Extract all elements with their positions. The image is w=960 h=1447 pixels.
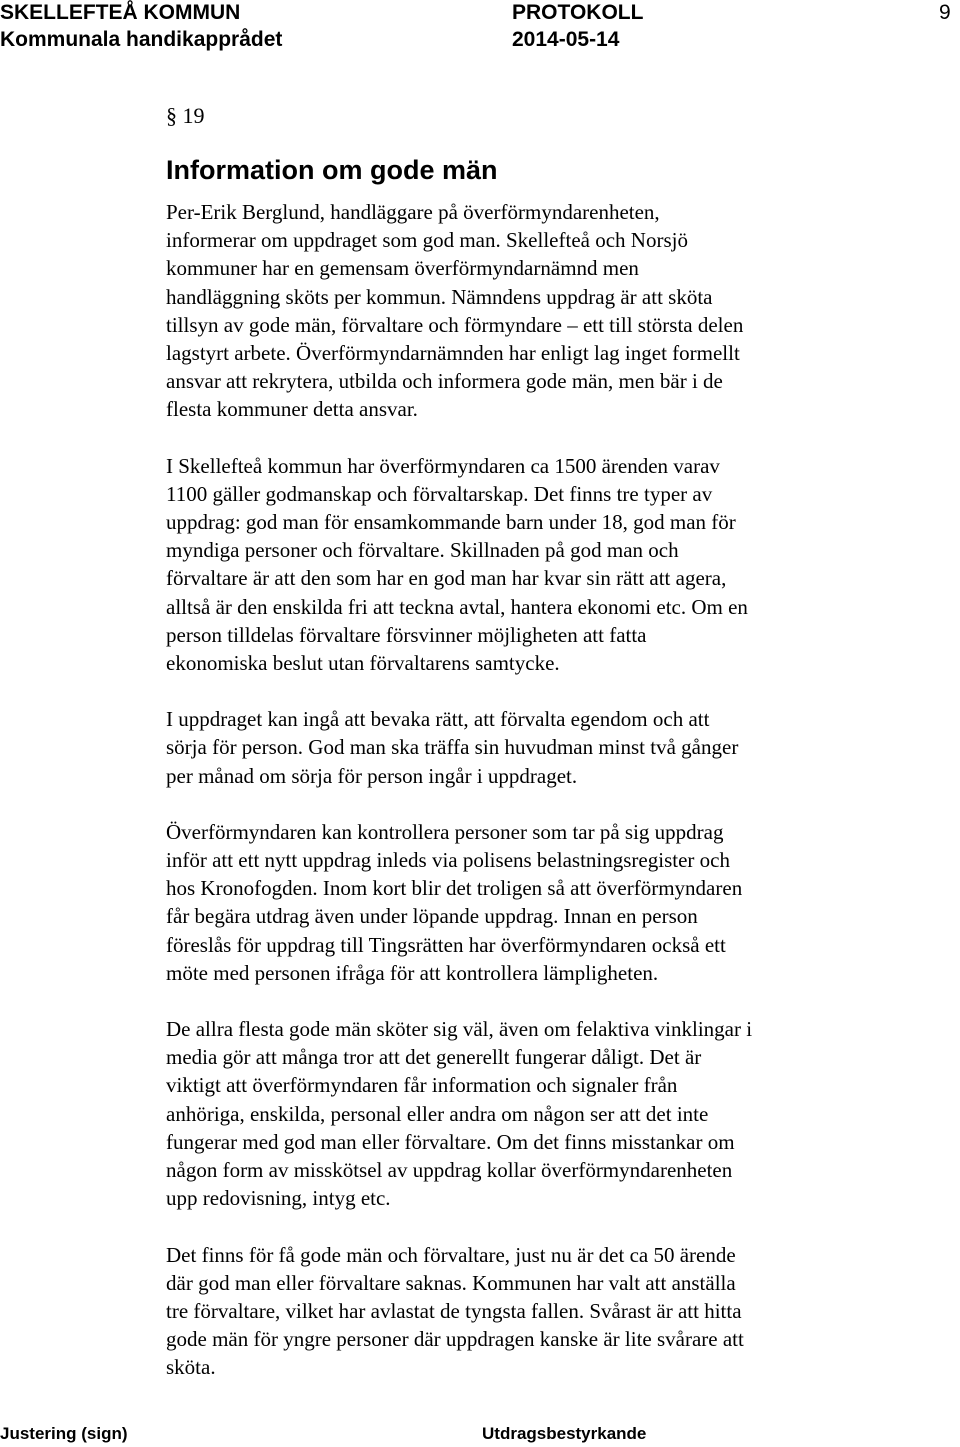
paragraph-line: ansvar att rekrytera, utbilda och informera gode män, men bär i de [166,369,723,394]
paragraph-line: någon form av misskötsel av uppdrag kollar överförmyndarenheten [166,1158,733,1183]
paragraph [166,1241,856,1382]
paragraph-line: Det finns för få gode män och förvaltare, just nu är det ca 50 ärende [166,1242,736,1267]
paragraph-line: ekonomiska beslut utan förvaltarens samtycke. [166,651,560,676]
paragraph-line: myndiga personer och förvaltare. Skillnaden på god man och [166,538,679,563]
paragraph-line: fungerar med god man eller förvaltare. Om det finns misstankar om [166,1129,735,1154]
header-document-type: PROTOKOLL [512,1,644,24]
paragraph-line: uppdrag: god man för ensamkommande barn under 18, god man för [166,510,736,535]
paragraph-line: anhöriga, enskilda, personal eller andra om någon ser att det inte [166,1101,709,1126]
paragraph-line: sköta. [166,1355,216,1380]
paragraph-line: där god man eller förvaltare saknas. Kommunen har valt att anställa [166,1270,736,1295]
paragraph-line: tre förvaltare, vilket har avlastat de tyngsta fallen. Svårast är att hitta [166,1298,742,1323]
paragraph-line: person tilldelas förvaltare försvinner möjligheten att fatta [166,622,647,647]
paragraph-line: De allra flesta gode män sköter sig väl, även om felaktiva vinklingar i [166,1017,753,1042]
paragraph-line: I uppdraget kan ingå att bevaka rätt, att förvalta egendom och att [166,707,710,732]
paragraph-line: 1100 gäller godmanskap och förvaltarskap. Det finns tre typer av [166,481,713,506]
paragraph-line: hos Kronofogden. Inom kort blir det troligen så att överförmyndaren [166,876,743,901]
header-date: 2014-05-14 [512,28,620,51]
footer-certification-label: Utdragsbestyrkande [482,1424,647,1443]
paragraph-line: inför att ett nytt uppdrag inleds via polisens belastningsregister och [166,848,730,873]
paragraph-line: handläggning sköts per kommun. Nämndens uppdrag är att sköta [166,284,713,309]
paragraph-line: möte med personen ifråga för att kontrollera lämpligheten. [166,960,659,985]
section-number: § 19 [166,103,205,128]
paragraph [166,1015,856,1212]
paragraph-line: lagstyrt arbete. Överförmyndarnämnden har enligt lag inget formellt [166,341,740,366]
paragraph [166,818,856,987]
paragraph [166,452,856,678]
paragraph-line: gode män för yngre personer där uppdragen kanske är lite svårare att [166,1327,744,1352]
paragraph [166,705,856,790]
page-number: 9 [939,1,951,24]
paragraph-line: får begära utdrag även under löpande uppdrag. Innan en person [166,904,698,929]
paragraph-line: kommuner har en gemensam överförmyndarnämnd men [166,256,639,281]
paragraph-line: I Skellefteå kommun har överförmyndaren ca 1500 ärenden varav [166,453,720,478]
paragraph-line: per månad om sörja för person ingår i uppdraget. [166,763,578,788]
paragraph-line: Överförmyndaren kan kontrollera personer som tar på sig uppdrag [166,819,724,844]
paragraph-line: föreslås för uppdrag till Tingsrätten har överförmyndaren också ett [166,932,726,957]
header-committee: Kommunala handikapprådet [0,28,283,51]
document-body [166,198,856,1382]
paragraph-line: förvaltare är att den som har en god man har kvar sin rätt att agera, [166,566,727,591]
paragraph-line: upp redovisning, intyg etc. [166,1186,391,1211]
paragraph-line: alltså är den enskilda fri att teckna avtal, hantera ekonomi etc. Om en [166,594,748,619]
paragraph-line: informerar om uppdraget som god man. Skellefteå och Norsjö [166,228,688,253]
footer-signature-label: Justering (sign) [0,1424,128,1443]
paragraph-line: flesta kommuner detta ansvar. [166,397,418,422]
paragraph-line: tillsyn av gode män, förvaltare och förmyndare – ett till största delen [166,312,744,337]
paragraph-line: media gör att många tror att det generellt fungerar dåligt. Det är [166,1045,702,1070]
paragraph-line: viktigt att överförmyndaren får information och signaler från [166,1073,678,1098]
paragraph-line: Per-Erik Berglund, handläggare på överförmyndarenheten, [166,200,660,224]
paragraph [166,198,856,424]
header-organization: SKELLEFTEÅ KOMMUN [0,1,241,24]
paragraph-line: sörja för person. God man ska träffa sin huvudman minst två gånger [166,735,739,760]
section-title: Information om gode män [166,155,498,185]
